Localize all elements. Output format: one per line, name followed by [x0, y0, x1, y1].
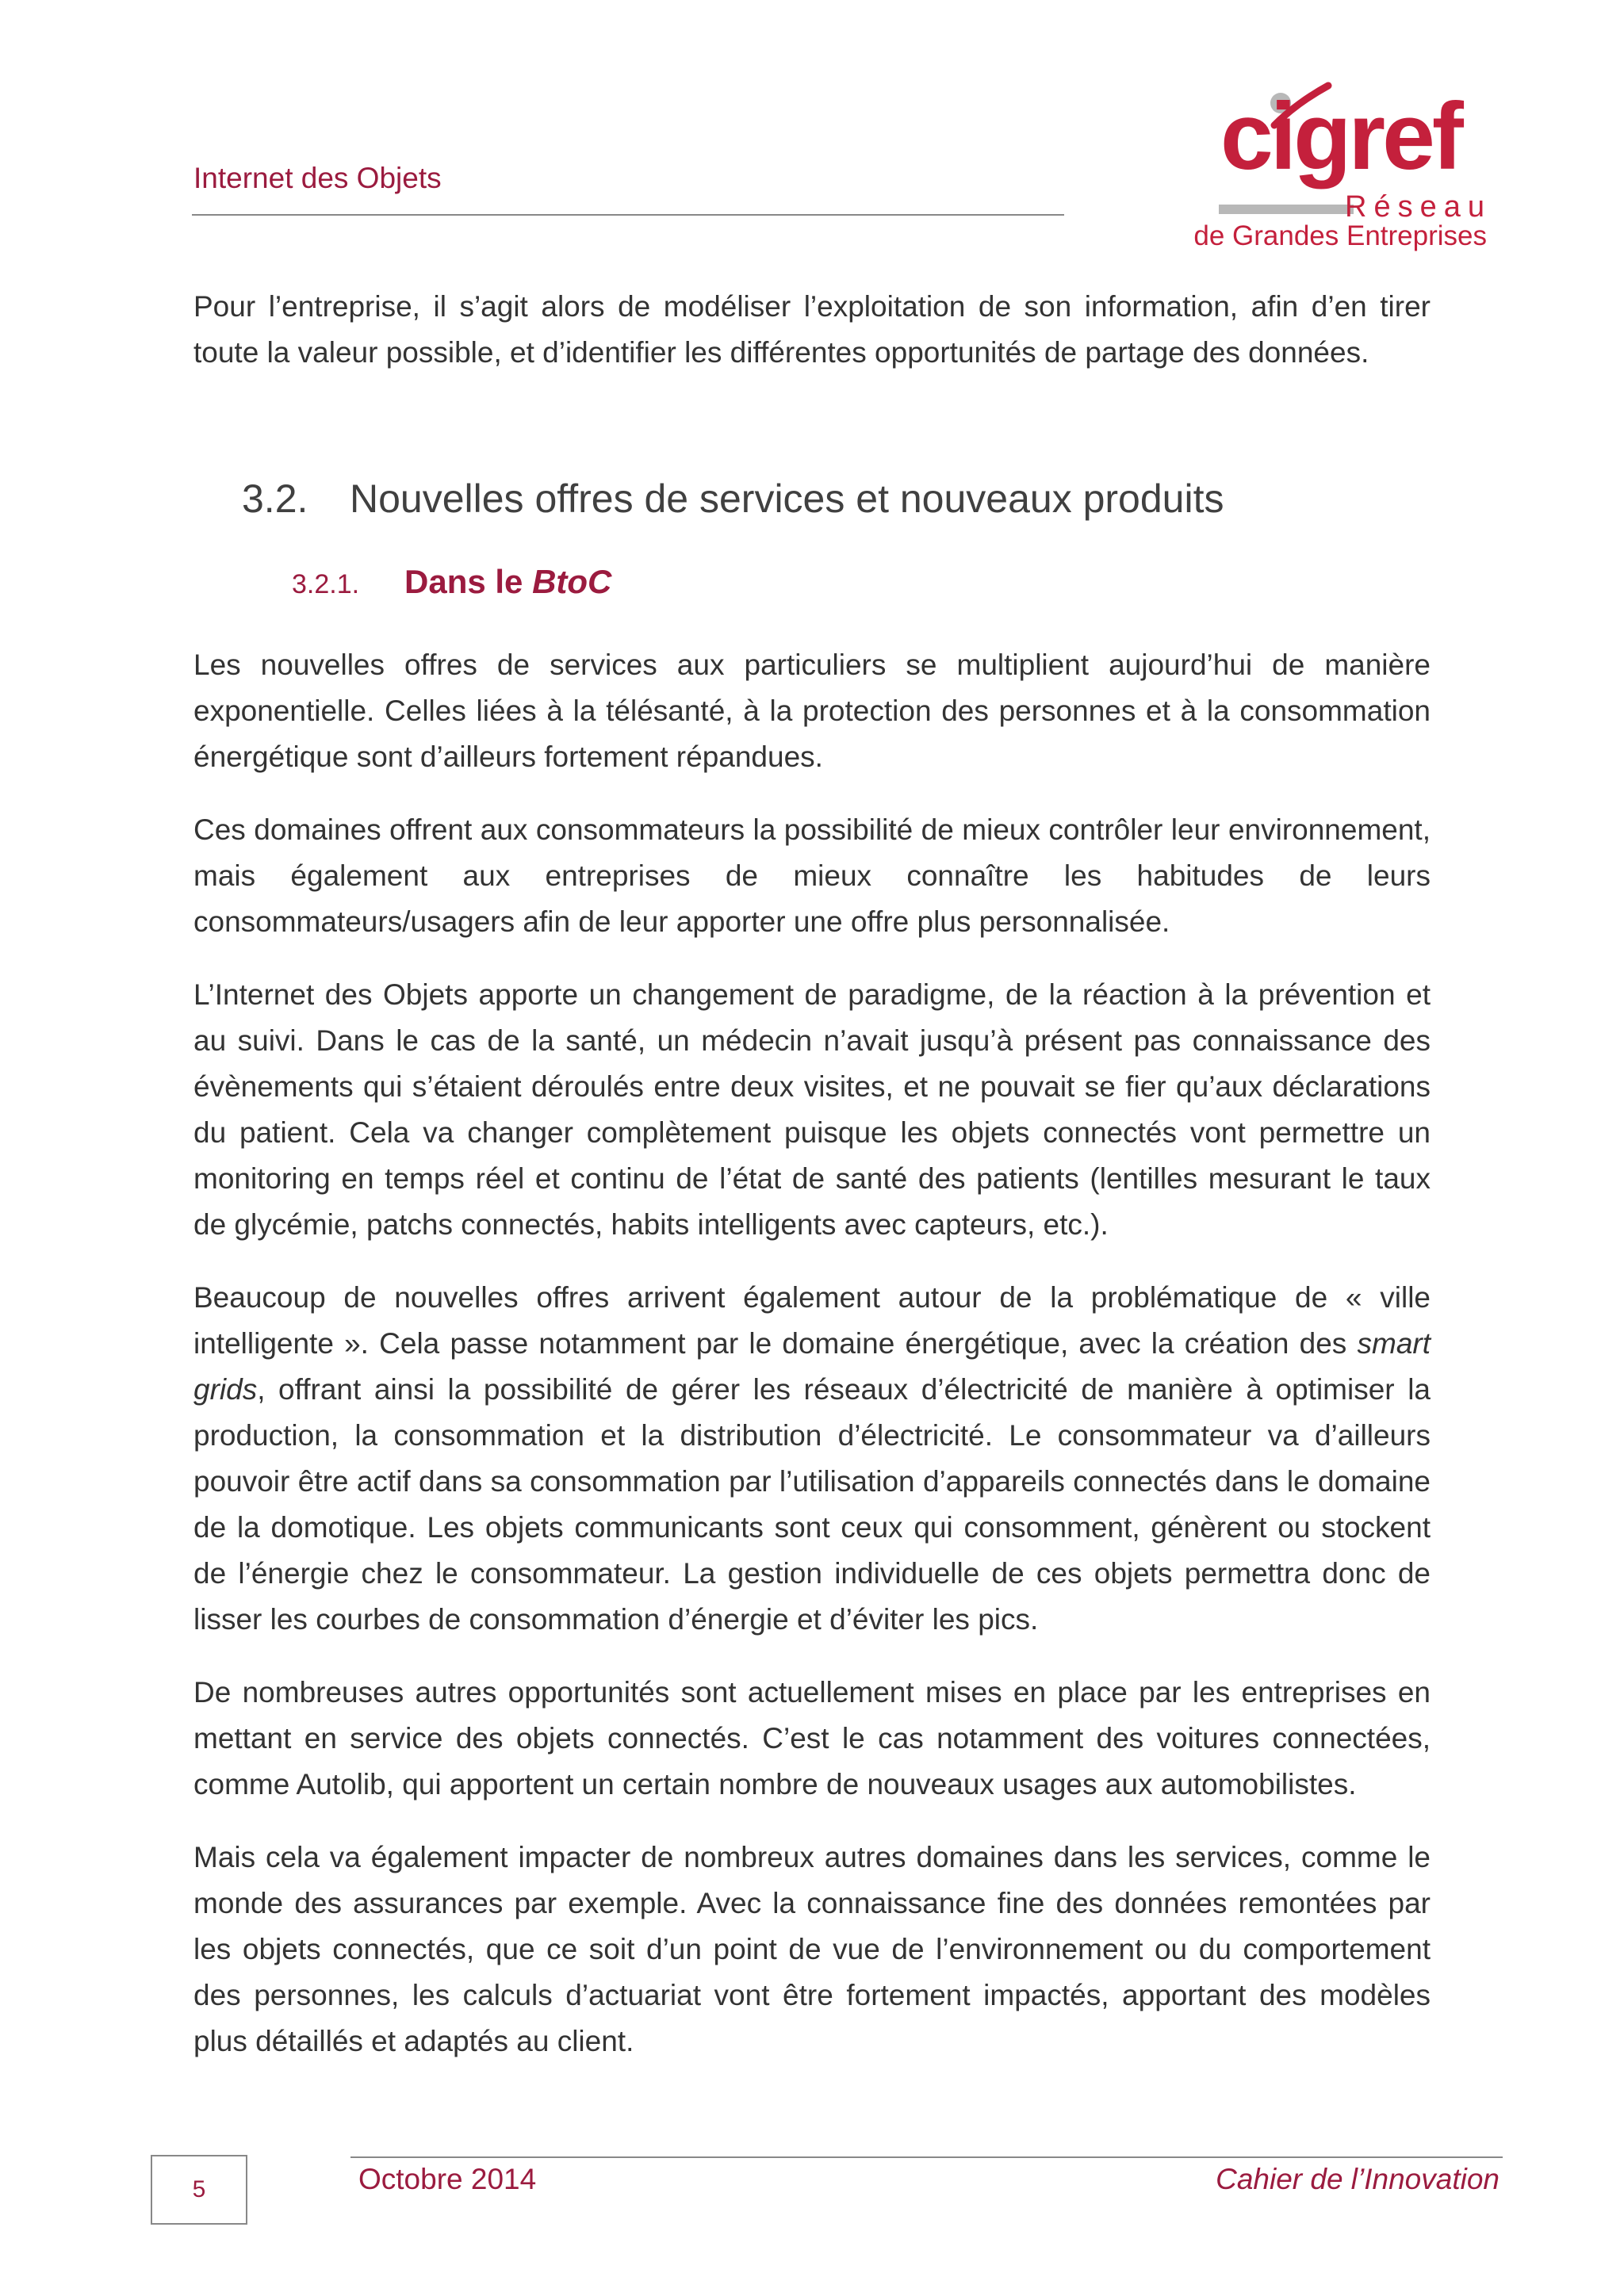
intro-paragraph: Pour l’entreprise, il s’agit alors de modéliser l’exploitation de son information, afin d’en tirer toute la valeur possible, et d’identifier les différentes opportunités de partage des données. [193, 290, 1431, 369]
paragraph-2: Ces domaines offrent aux consommateurs la possibilité de mieux contrôler leur environnement, mais également aux entreprises de mieux connaître les habitudes de leurs consommateurs/usagers afin de leur apporter une offre plus personnalisée. [193, 813, 1431, 938]
header-title: Internet des Objets [193, 162, 442, 194]
paragraph-4-emph: smart grids [193, 1327, 1431, 1406]
paragraph-1: Les nouvelles offres de services aux particuliers se multiplient aujourd’hui de manière exponentielle. Celles liées à la télésanté, à la protection des personnes et à la consommation énergétique sont d’ailleurs fortement répandues. [193, 649, 1431, 773]
cigref-logo [1193, 79, 1503, 254]
page-number: 5 [151, 2155, 247, 2225]
logo-bar [1219, 205, 1354, 214]
footer-divider [350, 2156, 1503, 2158]
footer-publication: Cahier de l’Innovation [1216, 2163, 1500, 2195]
section-number: 3.2. [242, 476, 308, 521]
subsection-title-prefix: Dans le [404, 563, 533, 600]
subsection-title [404, 563, 611, 600]
section-title: Nouvelles offres de services et nouveaux produits [350, 476, 1224, 521]
paragraph-4-part-b: , offrant ainsi la possibilité de gérer les réseaux d’électricité de manière à optimiser la production, la consommation et la distribution d’électricité. Le consommateur va d’ailleurs pouvoir être actif dans sa consommation par l’utilisation d’appareils connectés dans le domaine de la domotique. Les objets communicants sont ceux qui consomment, génèrent ou stockent de l’énergie chez le consommateur. La gestion individuelle de ces objets permettra donc de lisser les courbes de consommation d’énergie et d’éviter les pics. [193, 1373, 1431, 1636]
section-heading [242, 476, 1224, 522]
logo-wordmark: cigref [1220, 83, 1461, 189]
subsection-title-emph: BtoC [532, 563, 612, 600]
paragraph-4 [193, 1275, 1431, 1643]
subsection-number: 3.2.1. [292, 569, 360, 599]
paragraph-6: Mais cela va également impacter de nombreux autres domaines dans les services, comme le monde des assurances par exemple. Avec la connaissance fine des données remontées par les objets connectés, que ce soit d’un point de vue de l’environnement ou du comportement des personnes, les calculs d’actuariat vont être fortement impactés, apportant des modèles plus détaillés et adaptés au client. [193, 1841, 1431, 2057]
header-divider [192, 214, 1064, 216]
logo-reseau: Réseau [1345, 190, 1492, 224]
paragraph-5: De nombreuses autres opportunités sont actuellement mises en place par les entreprises en mettant en service des objets connectés. C’est le cas notamment des voitures connectées, comme Autolib, qui apportent un certain nombre de nouveaux usages aux automobilistes. [193, 1676, 1431, 1800]
subsection-heading [292, 563, 611, 601]
footer-date: Octobre 2014 [358, 2163, 537, 2195]
paragraph-4-part-a: Beaucoup de nouvelles offres arrivent également autour de la problématique de « ville intelligente ». Cela passe notamment par le domaine énergétique, avec la création des [193, 1281, 1431, 1360]
logo-network: de Grandes Entreprises [1193, 220, 1487, 251]
paragraph-3: L’Internet des Objets apporte un changement de paradigme, de la réaction à la prévention et au suivi. Dans le cas de la santé, un médecin n’avait jusqu’à présent pas connaissance des évènements qui s’étaient déroulés entre deux visites, et ne pouvait se fier qu’aux déclarations du patient. Cela va changer complètement puisque les objets connectés vont permettre un monitoring en temps réel et continu de l’état de santé des patients (lentilles mesurant le taux de glycémie, patchs connectés, habits intelligents avec capteurs, etc.). [193, 978, 1431, 1241]
